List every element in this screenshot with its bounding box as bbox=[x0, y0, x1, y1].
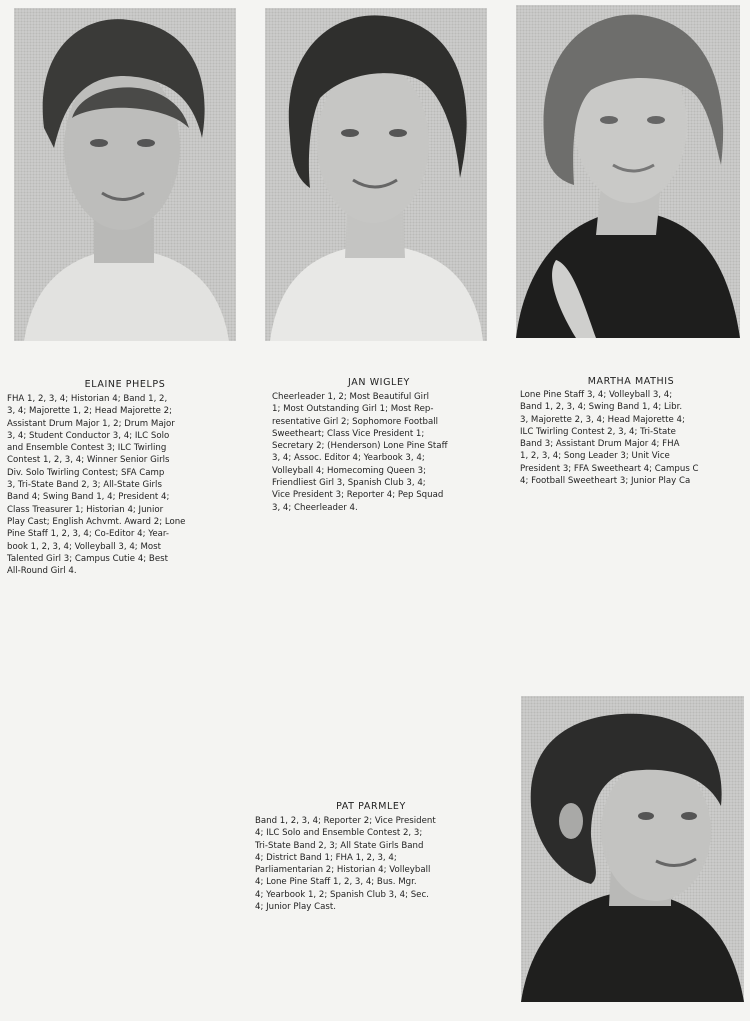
bio-line: Secretary 2; (Henderson) Lone Pine Staff bbox=[272, 441, 448, 452]
bio-line: Band 4; Swing Band 1, 4; President 4; bbox=[7, 492, 170, 503]
bio-line: Sweetheart; Class Vice President 1; bbox=[272, 428, 425, 439]
bio-line: Friendliest Girl 3, Spanish Club 3, 4; bbox=[272, 478, 426, 489]
student-name: PAT PARMLEY bbox=[336, 801, 406, 812]
bio-line: Pine Staff 1, 2, 3, 4; Co-Editor 4; Year- bbox=[7, 529, 170, 540]
bio-line: Talented Girl 3; Campus Cutie 4; Best bbox=[7, 553, 168, 564]
student-name: JAN WIGLEY bbox=[348, 377, 410, 388]
bio-line: 3, 4; Assoc. Editor 4; Yearbook 3, 4; bbox=[272, 453, 425, 464]
bio-line: FHA 1, 2, 3, 4; Historian 4; Band 1, 2, bbox=[7, 394, 168, 404]
bio-line: 4; ILC Solo and Ensemble Contest 2, 3; bbox=[255, 828, 423, 839]
bio-line: Div. Solo Twirling Contest; SFA Camp bbox=[7, 467, 165, 478]
bio-line: book 1, 2, 3, 4; Volleyball 3, 4; Most bbox=[7, 541, 161, 552]
bio-line: resentative Girl 2; Sophomore Football bbox=[272, 416, 439, 427]
bio-line: Assistant Drum Major 1, 2; Drum Major bbox=[7, 418, 175, 429]
bio-line: ILC Twirling Contest 2, 3, 4; Tri-State bbox=[520, 426, 676, 437]
bio-line: Cheerleader 1, 2; Most Beautiful Girl bbox=[272, 392, 429, 402]
bio-line: Band 1, 2, 3, 4; Reporter 2; Vice President bbox=[255, 816, 436, 826]
bio-line: 4; Junior Play Cast. bbox=[255, 902, 336, 913]
bio-line: Band 1, 2, 3, 4; Swing Band 1, 4; Libr. bbox=[520, 402, 683, 413]
bio-line: All-Round Girl 4. bbox=[7, 566, 77, 577]
portrait-photo-elaine-phelps bbox=[14, 8, 236, 341]
student-name: ELAINE PHELPS bbox=[84, 379, 166, 390]
bio-line: Tri-State Band 2, 3; All State Girls Band bbox=[255, 840, 424, 851]
bio-line: 4; Football Sweetheart 3; Junior Play Ca bbox=[520, 476, 691, 487]
bio-line: Band 3; Assistant Drum Major 4; FHA bbox=[520, 439, 680, 450]
bio-line: 3, 4; Cheerleader 4. bbox=[272, 502, 358, 513]
bio-line: Play Cast; English Achvmt. Award 2; Lone bbox=[7, 516, 186, 527]
portrait-photo-pat-parmley bbox=[521, 696, 744, 1002]
bio-line: Class Treasurer 1; Historian 4; Junior bbox=[7, 504, 164, 515]
bio-line: Contest 1, 2, 3, 4; Winner Senior Girls bbox=[7, 455, 170, 466]
bio-line: 3, Tri-State Band 2, 3; All-State Girls bbox=[7, 480, 162, 491]
bio-line: 4; District Band 1; FHA 1, 2, 3, 4; bbox=[255, 852, 397, 863]
student-bio bbox=[520, 389, 750, 487]
student-bio bbox=[272, 391, 448, 514]
bio-line: 3, 4; Majorette 1, 2; Head Majorette 2; bbox=[7, 406, 173, 417]
bio-line: 3, Majorette 2, 3, 4; Head Majorette 4; bbox=[520, 414, 685, 425]
bio-line: and Ensemble Contest 3; ILC Twirling bbox=[7, 443, 167, 454]
bio-line: Parliamentarian 2; Historian 4; Volleyball bbox=[255, 865, 431, 876]
student-bio bbox=[7, 393, 185, 577]
bio-line: Vice President 3; Reporter 4; Pep Squad bbox=[272, 490, 444, 501]
student-name: MARTHA MATHIS bbox=[587, 376, 675, 387]
bio-line: 1, 2, 3, 4; Song Leader 3; Unit Vice bbox=[520, 451, 670, 462]
bio-line: Volleyball 4; Homecoming Queen 3; bbox=[272, 465, 427, 476]
portrait-photo-martha-mathis bbox=[516, 5, 740, 338]
bio-line: 1; Most Outstanding Girl 1; Most Rep- bbox=[272, 404, 434, 415]
portrait-photo-jan-wigley bbox=[265, 8, 487, 341]
bio-line: 3, 4; Student Conductor 3, 4; ILC Solo bbox=[7, 430, 170, 441]
student-bio bbox=[255, 815, 436, 913]
bio-line: President 3; FFA Sweetheart 4; Campus C bbox=[520, 463, 699, 474]
bio-line: 4; Lone Pine Staff 1, 2, 3, 4; Bus. Mgr. bbox=[255, 877, 417, 888]
bio-line: 4; Yearbook 1, 2; Spanish Club 3, 4; Sec. bbox=[255, 889, 429, 900]
bio-line: Lone Pine Staff 3, 4; Volleyball 3, 4; bbox=[520, 390, 673, 400]
